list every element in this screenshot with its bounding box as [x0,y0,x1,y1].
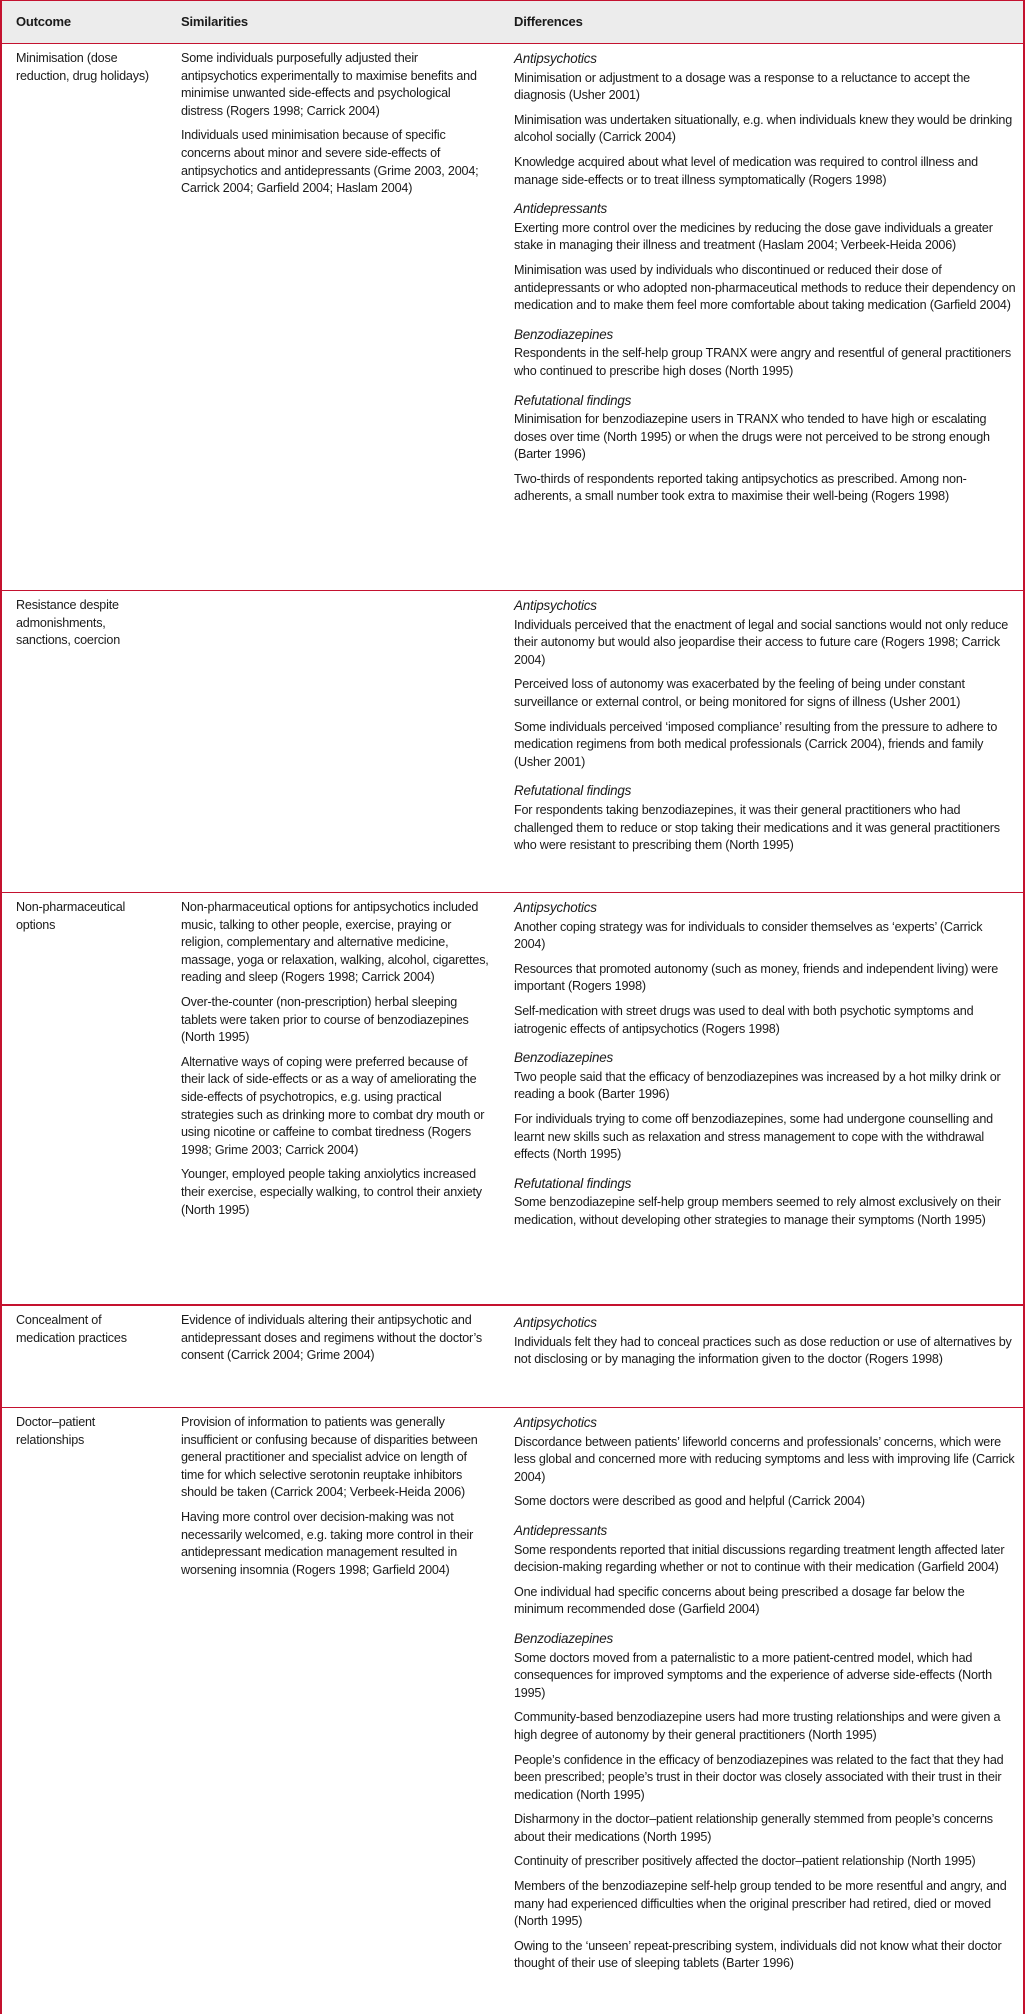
similarity-item: Younger, employed people taking anxiolytics increased their exercise, especially walking, to control their anxiety (North 1995) [181,1167,482,1217]
outcome-cell [0,44,167,591]
column-header-similarities: Similarities [167,1,501,44]
difference-item: Discordance between patients’ lifeworld concerns and professionals’ concerns, which were less global and concerned more with reducing symptoms and less with improving life (Carrick 2004) [514,1434,1015,1484]
drug-class-heading: Antipsychotics [514,900,597,915]
difference-item: For individuals trying to come off benzodiazepines, some had undergone counselling and learnt new skills such as relaxation and stress management to cope with the withdrawal effects (North 1995) [514,1111,993,1162]
difference-item: Respondents in the self-help group TRANX were angry and resentful of general practitioners who continued to prescribe high doses (North 1995) [514,346,1012,378]
refutational-findings-heading: Refutational findings [514,1175,632,1191]
drug-class-heading: Antidepressants [514,1522,608,1538]
similarity-item: Over-the-counter (non-prescription) herbal sleeping tablets were taken prior to course of benzodiazepines (North 1995) [181,994,469,1045]
table-row [0,44,1024,591]
table-row [0,1408,1024,2014]
table-row [0,893,1024,1306]
difference-item: Minimisation or adjustment to a dosage was a response to a reluctance to accept the diagnosis (Usher 2001) [514,70,970,103]
difference-item: People’s confidence in the efficacy of benzodiazepines was related to the fact that they had been prescribed; people’s trust in their doctor was closely associated with their trust in their medication (North 1995) [514,1752,1004,1802]
difference-item: Individuals perceived that the enactment of legal and social sanctions would not only reduce their autonomy but would also jeopardise their access to future care (Rogers 1998; Carrick 2004) [514,617,1009,667]
outcome-label: Minimisation (dose reduction, drug holidays) [16,51,149,83]
outcome-label: Non-pharmaceutical options [16,900,126,932]
similarity-item: Some individuals purposefully adjusted their antipsychotics experimentally to maximise benefits and minimise unwanted side-effects and psychological distress (Rogers 1998; Carrick 2004) [181,51,477,118]
difference-item: Self-medication with street drugs was used to deal with both psychotic symptoms and iatrogenic effects of antipsychotics (Rogers 1998) [514,1003,974,1036]
drug-class-heading: Benzodiazepines [514,1050,613,1066]
difference-item: Some individuals perceived ‘imposed compliance’ resulting from the pressure to adhere to medication regimens from both medical professionals (Carrick 2004), friends and family (Usher 2001) [514,719,998,769]
difference-item: Exerting more control over the medicines by reducing the dose gave individuals a greater stake in managing their illness and treatment (Haslam 2004; Verbeek-Heida 2006) [514,220,993,253]
table-row [0,1305,1024,1408]
similarities-cell [167,1305,501,1408]
column-header-differences: Differences [501,1,1024,44]
drug-class-heading: Antipsychotics [514,51,597,66]
similarity-item: Non-pharmaceutical options for antipsychotics included music, talking to other people, exercise, praying or religion, complementary and alternative medicine, massage, yoga or relaxation, walking, alcohol, cigarettes, reading and sleep (Rogers 1998; Carrick 2004) [181,900,489,985]
similarity-item: Having more control over decision-making was not necessarily welcomed, e.g. taking more control in their antidepressant medication management resulted in worsening insomnia (Rogers 1998; Garfield 2004) [181,1509,474,1577]
outcome-cell [0,893,167,1306]
outcome-cell [0,1408,167,2014]
difference-item: Minimisation was undertaken situationally, e.g. when individuals knew they would be drinking alcohol socially (Carrick 2004) [514,112,1012,145]
table-right-border [1023,0,1025,2014]
difference-item: Some doctors were described as good and helpful (Carrick 2004) [514,1494,865,1509]
difference-item: Some doctors moved from a paternalistic to a more patient-centred model, which had consequences for improved symptoms and the experience of adverse side-effects (North 1995) [514,1650,992,1700]
refutational-findings-heading: Refutational findings [514,783,632,799]
similarities-cell [167,44,501,591]
difference-item: Individuals felt they had to conceal practices such as dose reduction or use of alternatives by not disclosing or by managing the information given to the doctor (Rogers 1998) [514,1334,1012,1367]
difference-item: Minimisation for benzodiazepine users in TRANX who tended to have high or escalating doses over time (North 1995) or when the drugs were not perceived to be strong enough (Barter 1996) [514,412,990,462]
difference-item: Perceived loss of autonomy was exacerbated by the feeling of being under constant surveillance or external control, or being monitored for signs of illness (Usher 2001) [514,677,965,709]
difference-item: Community-based benzodiazepine users had more trusting relationships and were given a high degree of autonomy by their general practitioners (North 1995) [514,1710,1001,1742]
refutational-findings-heading: Refutational findings [514,392,632,408]
drug-class-heading: Antipsychotics [514,1415,597,1430]
similarity-item: Individuals used minimisation because of specific concerns about minor and severe side-effects of antipsychotics and antidepressants (Grime 2003, 2004; Carrick 2004; Garfield 2004; Haslam 2004) [181,128,479,196]
table-header-row [0,1,1024,44]
outcome-cell [0,591,167,893]
difference-item: For respondents taking benzodiazepines, it was their general practitioners who had challenged them to reduce or stop taking their medications and it was general practitioners who were resistant to prescribing them (North 1995) [514,802,1000,853]
difference-item: Knowledge acquired about what level of medication was required to control illness and manage side-effects or to treat illness symptomatically (Rogers 1998) [514,154,978,187]
drug-class-heading: Antipsychotics [514,1315,597,1330]
difference-item: Continuity of prescriber positively affected the doctor–patient relationship (North 1995) [514,1854,976,1869]
similarities-cell [167,893,501,1306]
drug-class-heading: Benzodiazepines [514,1630,613,1646]
outcome-label: Concealment of medication practices [16,1313,127,1345]
similarity-item: Provision of information to patients was generally insufficient or confusing because of disparities between general practitioner and specialist advice on length of time for which selective serotonin reuptake inhibitors should be taken (Carrick 2004; Verbeek-Heida 2006) [181,1415,478,1500]
similarities-cell [167,1408,501,2014]
difference-item: Some benzodiazepine self-help group members seemed to rely almost exclusively on their medication, without developing other strategies to manage their symptoms (North 1995) [514,1195,1001,1227]
drug-class-heading: Antidepressants [514,201,608,217]
similarity-item: Evidence of individuals altering their antipsychotic and antidepressant doses and regimens without the doctor’s consent (Carrick 2004; Grime 2004) [181,1313,482,1363]
difference-item: Another coping strategy was for individuals to consider themselves as ‘experts’ (Carrick 2004) [514,919,983,952]
difference-item: Owing to the ‘unseen’ repeat-prescribing system, individuals did not know what their doctor thought of their use of sleeping tablets (Barter 1996) [514,1938,1002,1971]
difference-item: Some respondents reported that initial discussions regarding treatment length affected later decision-making regarding whether or not to continue with their medication (Garfield 2004) [514,1542,1005,1575]
difference-item: Two-thirds of respondents reported taking antipsychotics as prescribed. Among non-adherents, a small number took extra to maximise their well-being (Rogers 1998) [514,471,967,504]
outcome-label: Resistance despite admonishments, sanctions, coercion [16,598,121,648]
column-header-outcome: Outcome [0,1,167,44]
differences-cell [501,893,1024,1306]
difference-item: Disharmony in the doctor–patient relationship generally stemmed from people’s concerns about their medications (North 1995) [514,1812,993,1844]
outcome-cell [0,1305,167,1408]
outcome-label: Doctor–patient relationships [16,1415,96,1447]
differences-cell [501,1305,1024,1408]
difference-item: Members of the benzodiazepine self-help group tended to be more resentful and angry, and many had experienced difficulties when the original prescriber had retired, died or moved (North 1995) [514,1879,1007,1929]
differences-cell [501,591,1024,893]
differences-cell [501,1408,1024,2014]
similarity-item: Alternative ways of coping were preferred because of their lack of side-effects or as a way of ameliorating the side-effects of psychotropics, e.g. using practical strategies such as drinking more to combat dry mouth or using nicotine or caffeine to combat tiredness (Rogers 1998; Grime 2003; Carrick 2004) [181,1054,485,1157]
table-row [0,591,1024,893]
similarities-cell [167,591,501,893]
drug-class-heading: Antipsychotics [514,598,597,613]
differences-cell [501,44,1024,591]
table-left-border [0,0,2,2014]
difference-item: Two people said that the efficacy of benzodiazepines was increased by a hot milky drink or reading a book (Barter 1996) [514,1069,1001,1102]
difference-item: Minimisation was used by individuals who discontinued or reduced their dose of antidepressants or who adopted non-pharmaceutical methods to reduce their dependency on medication and to make them feel more comfortable about taking medication (Garfield 2004) [514,262,1016,313]
difference-item: Resources that promoted autonomy (such as money, friends and independent living) were important (Rogers 1998) [514,961,998,994]
difference-item: One individual had specific concerns about being prescribed a dosage far below the minimum recommended dose (Garfield 2004) [514,1584,965,1617]
drug-class-heading: Benzodiazepines [514,326,613,342]
